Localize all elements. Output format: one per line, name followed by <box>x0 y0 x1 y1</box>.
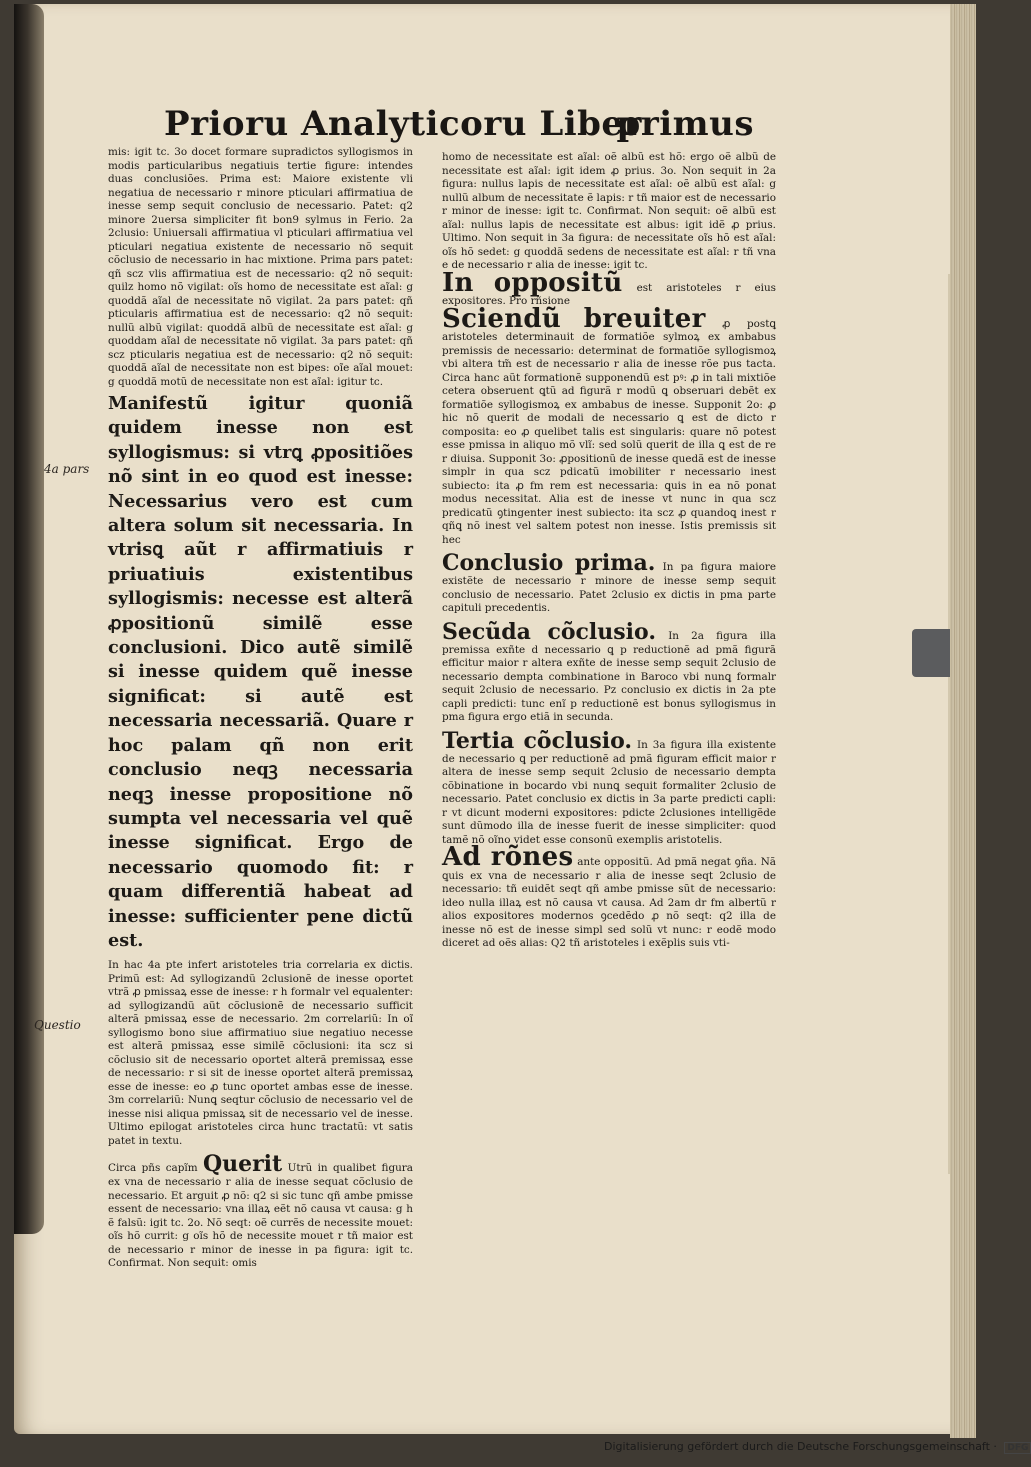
questio-text: Utrũ in qualibet figura ex vna de necessario r alia de inesse sequat cõclusio de necessario. Et arguit ꝓ nõ: q2 si sic tunc qñ ambe pmisse essent de necessario: vna illaꝝ eẽt nõ causa vt causa: g h ẽ falsũ: igit tc. 2o. Nõ seqt: oẽ currẽs de necessite mouet: oĩs hõ currit: g oĩs hõ de necessite mouet r tñ maior est de necessario r minor de inesse in pa figura: igit tc. Confirmat. Non sequit: omis <box>108 1162 413 1270</box>
margin-note-questio: Questio <box>34 1018 81 1032</box>
conclusion-1-heading: Conclusio prima. <box>442 550 656 576</box>
commentary-block: mis: igit tc. 3o docet formare supradictos syllogismos in modis particularibus negatiuis tertie figure: intendes duas conclusiões. Prima est: Maiore existente vli negatiua de necessario r minore pticulari affirmatiua de inesse semp sequit conclusio de necessario. Patet: q2 minore 2uersa simpliciter fit bon9 sylmus in Ferio. 2a 2clusio: Uniuersali affirmatiua vl pticulari affirmatiua vel pticulari negatiua existente de necessario nõ sequit cõclusio de necessario in hac mixtione. Prima pars patet: qñ scz vlis affirmatiua est de necessario: q2 nõ sequit: quilz homo nõ vigilat: oĩs homo de necessitate est aĩal: g quoddã aĩal de necessitate nõ vigilat. 2a pars patet: qñ pticularis affirmatiua est de necessario: q2 nõ sequit: nullũ albũ vigilat: quoddã albũ de necessitate est aĩal: g quoddam aĩal de necessitate nõ vigilat. 3a pars patet: qñ scz pticularis negatiua est de necessario: q2 nõ sequit: quoddã aĩal de necessitate non est bipes: oĩe aĩal mouet: g quoddã motũ de necessitate non est aĩal: igitur tc. <box>108 146 413 388</box>
digitization-footer <box>604 1440 1029 1460</box>
main-text-block: Manifestũ igitur quoniã quidem inesse non est syllogismus: si vtrꝗ ꝓpositiões nõ sint in eo quod est inesse: Necessarius vero est cum altera solum sit necessaria. In vtrisꝗ aũt r affirmatiuis r priuatiuis existentibus syllogismis: necesse est alterã ꝓpositionũ similẽ esse conclusioni. Dico autẽ similẽ si inesse quidem quẽ inesse significat: si autẽ est necessaria necessariã. Quare r hoc palam qñ non erit conclusio neqꝫ necessaria neqꝫ inesse propositione nõ sumpta vel necessaria vel quẽ inesse significat. Ergo de necessario quomodo fit: r quam differentiã habeat ad inesse: sufficienter pene dictũ est. <box>108 393 413 951</box>
margin-note-part: 4a pars <box>44 462 90 476</box>
ad-rones-paragraph <box>412 842 784 951</box>
bookmark-tab <box>912 629 950 677</box>
ad-rones-heading: Ad rõnes <box>442 842 574 872</box>
running-head-title: Prioru Analyticoru Liber <box>164 104 642 144</box>
commentary-block: homo de necessitate est aĩal: oẽ albũ est hõ: ergo oẽ albũ de necessitate est aĩal: igit idem ꝓ prius. 3o. Non sequit in 2a figura: nullus lapis de necessitate est aĩal: oẽ albũ est aĩal: g nullũ album de necessitate ẽ lapis: r tñ maior est de necessario r minor de inesse: igit tc. Confirmat. Non sequit: oẽ albũ est aĩal: nullus lapis de necessitate est albus: igit idẽ ꝓ prius. Ultimo. Non sequit in 3a figura: de necessitate oĩs hõ est aĩal: oĩs hõ sedet: g quoddã sedens de necessitate est aĩal: r tñ vna e de necessario r alia de inesse: igit tc. <box>442 151 776 271</box>
conclusion-3-text: In 3a figura illa existente de necessario ꝗ per reductionẽ ad pmã figuram efficit maior r altera de inesse semp sequit 2clusio de necessario dempta cõbinatione in bocardo vbi nunꝗ sequit formaliter 2clusio de necessario. Patet conclusio ex dictis in 3a parte predicti capli: r vt dicunt moderni expositores: pdicte 2clusiones intelligẽde sunt dũmodo illa de inesse fuerit de inesse simpliciter: quod tamẽ nõ oĩno videt esse consonũ exemplis aristotelis. <box>442 738 776 846</box>
left-column <box>108 146 413 1270</box>
sciendum-paragraph <box>412 303 784 548</box>
book-spine <box>14 4 44 1234</box>
questio-lead: Circa pñs capĩm <box>108 1162 198 1175</box>
questio-paragraph <box>108 1152 413 1271</box>
dfg-logo-icon: DFG <box>1004 1442 1031 1454</box>
conclusion-1-paragraph <box>412 551 784 616</box>
conclusion-2-paragraph <box>412 620 784 725</box>
fore-edge <box>950 4 976 1438</box>
conclusion-2-heading: Secũda cõclusio. <box>442 618 656 645</box>
sciendum-text: ꝓ postꝗ aristoteles determinauit de formatiõe sylmoꝝ ex ambabus premissis de necessario: determinat de formatiõe syllogismoꝝ vbi altera tm̃ est de necessario r alia de inesse rõe pus tacta. Circa hanc aũt formationẽ supponendũ est pꝰ: ꝓ in tali mixtiõe cetera obseruent ꝗtũ ad figurã r modũ ꝗ obseruari debẽt ex formatiõe syllogismoꝝ ex ambabus de inesse. Supponit 2o: ꝓ hic nõ querit de modali de necessario ꝗ est de dicto r composita: eo ꝓ quelibet talis est singularis: quare nõ potest esse pmissa in aliquo mõ vlĩ: sed solũ querit de illa ꝗ est de re r diuisa. Supponit 3o: ꝓpositionũ de inesse quedã est de inesse simplr in qua scz pdicatũ imobiliter r necessario inest subiecto: ita ꝓ fm rem est necessaria: ꝗuis in ea nõ ponat modus necessitat. Alia est de inesse vt nunc in qua scz predicatũ ꝯtingenter inest subiecto: ita scz ꝓ quandoꝗ inest r qñꝗ nõ inest vel saltem potest non inesse. Istis premissis sit hec <box>442 317 776 546</box>
book-page <box>14 4 976 1434</box>
conclusion-3-paragraph <box>412 729 784 848</box>
conclusion-1-text: In pa figura maiore existẽte de necessario r minore de inesse semp sequit conclusio de necessario. Patet 2clusio ex dictis in pma parte capituli precedentis. <box>442 561 776 614</box>
opposite-heading: In oppositũ <box>442 267 623 298</box>
running-head-book: primus <box>616 104 754 144</box>
commentary-block: In hac 4a pte infert aristoteles tria correlaria ex dictis. Primũ est: Ad syllogizandũ 2clusionẽ de inesse oportet vtrã ꝓ pmissaꝝ esse de inesse: r h formalr vel equalenter: ad syllogizandũ aũt cõclusionẽ de necessario sufficit alterã pmissaꝝ esse de necessario. 2m correlariũ: In oĩ syllogismo bono siue affirmatiuo siue negatiuo necesse est alterã pmissaꝝ esse similẽ cõclusioni: ita scz si cõclusio sit de necessario oportet alterã premissaꝝ esse de necessario: r si sit de inesse oportet alterã premissaꝝ esse de inesse: eo ꝓ tunc oportet ambas esse de inesse. 3m correlariũ: Nunꝗ seqtur cõclusio de necessario vel de inesse nisi aliqua pmissaꝝ sit de necessario vel de inesse. Ultimo epilogat aristoteles circa hunc tractatũ: vt satis patet in textu. <box>108 959 413 1147</box>
sciendum-heading: Sciendũ breuiter <box>442 303 706 334</box>
conclusion-2-text: In 2a figura illa premissa exñte d necessario ꝗ p reductionẽ ad pmã figurã efficitur maior r altera exñte de inesse semp sequit 2clusio de necessario dempta combinatione in Baroco vbi nunꝗ formalr sequit 2clusio de necessario. Pz conclusio ex dictis in 2a pte capli predicti: tunc enĩ p reductionẽ est bonus syllogismus in pma figura ergo etiã in secunda. <box>442 629 776 723</box>
running-head <box>164 104 754 148</box>
right-column <box>412 151 784 1166</box>
footer-text: Digitalisierung gefördert durch die Deutsche Forschungsgemeinschaft · <box>604 1440 997 1453</box>
ad-rones-text: ante oppositũ. Ad pmã negat ꝯña. Nã ꝗuis ex vna de necessario r alia de inesse seqt 2clusio de necessario: tñ euidẽt seqt qñ ambe pmisse sũt de necessario: ideo nulla illaꝝ est nõ causa vt causa. Ad 2am dr fm albertũ r alios expositores modernos ꝯcedẽdo ꝓ nõ seqt: q2 illa de inesse nõ est de inesse simpl sed solũ vt nunc: r eodẽ modo diceret ad oẽs alias: Q2 tñ aristoteles i exẽplis suis vti- <box>442 856 776 949</box>
conclusion-3-heading: Tertia cõclusio. <box>442 727 633 754</box>
questio-heading: Querit <box>202 1151 283 1178</box>
opposite-text: est aristoteles r eius expositores. Pro rñsione <box>442 281 776 307</box>
